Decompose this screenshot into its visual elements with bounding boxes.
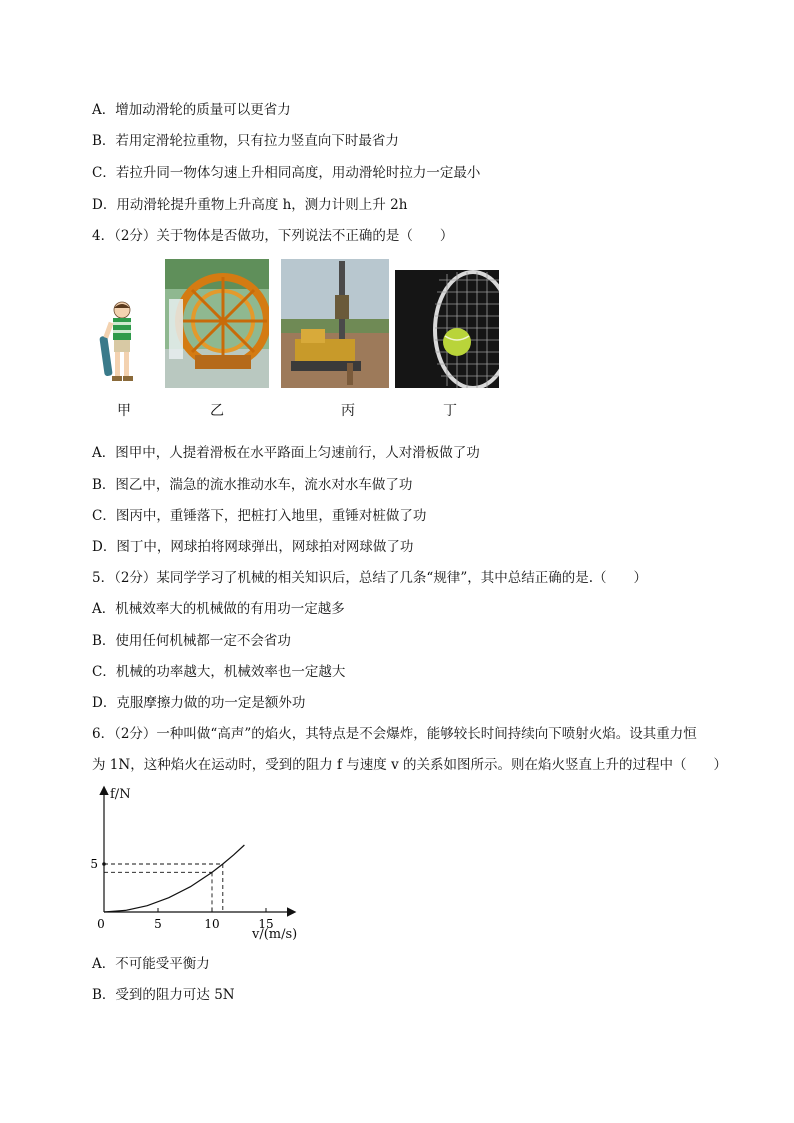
q4-option-c: C．图丙中，重锤落下，把桩打入地里，重锤对桩做了功 <box>92 508 427 524</box>
f-v-graph <box>90 782 310 944</box>
figure-bing-pile-driver <box>281 259 389 388</box>
q6-option-b: B．受到的阻力可达 5N <box>92 987 235 1003</box>
q4-stem: 4．（2分）关于物体是否做功，下列说法不正确的是（ ） <box>92 228 454 244</box>
x-tick-label: 0 <box>97 917 105 931</box>
x-axis-label: v/(m/s) <box>252 927 298 942</box>
q5-option-b: B．使用任何机械都一定不会省功 <box>92 633 291 649</box>
f-v-curve <box>104 845 244 912</box>
q3-option-d: D．用动滑轮提升重物上升高度 h，测力计则上升 2h <box>92 197 408 213</box>
y-tick-label: 5 <box>90 857 98 871</box>
x-tick-label: 15 <box>258 917 274 931</box>
figure-yi-water-wheel <box>165 259 269 388</box>
figure-jia-boy-with-skateboard <box>98 300 146 388</box>
q3-option-c: C．若拉升同一物体匀速上升相同高度，用动滑轮时拉力一定最小 <box>92 165 481 181</box>
q5-option-c: C．机械的功率越大，机械效率也一定越大 <box>92 664 346 680</box>
caption-ding: 丁 <box>443 403 457 419</box>
q5-stem: 5．（2分）某同学学习了机械的相关知识后，总结了几条“规律”，其中总结正确的是.（ ） <box>92 570 648 586</box>
q5-option-a: A．机械效率大的机械做的有用功一定越多 <box>92 601 345 617</box>
q3-option-b: B．若用定滑轮拉重物，只有拉力竖直向下时最省力 <box>92 133 399 149</box>
q6-stem-line2: 为 1N，这种焰火在运动时，受到的阻力 f 与速度 v 的关系如图所示。则在焰火竖直上升的过程中（ ） <box>92 757 727 773</box>
caption-jia: 甲 <box>117 403 131 419</box>
figure-ding-tennis-racket <box>395 270 499 388</box>
y-axis-label: f/N <box>110 787 131 802</box>
x-tick-label: 5 <box>154 917 162 931</box>
caption-bing: 丙 <box>341 403 355 419</box>
caption-yi: 乙 <box>210 403 224 419</box>
q4-option-b: B．图乙中，湍急的流水推动水车，流水对水车做了功 <box>92 477 413 493</box>
q4-option-d: D．图丁中，网球拍将网球弹出，网球拍对网球做了功 <box>92 539 414 555</box>
q3-option-a: A．增加动滑轮的质量可以更省力 <box>92 102 291 118</box>
q5-option-d: D．克服摩擦力做的功一定是额外功 <box>92 695 306 711</box>
q6-stem-line1: 6．（2分）一种叫做“高声”的焰火，其特点是不会爆炸，能够较长时间持续向下喷射火焰。设其重力恒 <box>92 726 697 742</box>
x-tick-label: 10 <box>204 917 220 931</box>
q4-option-a: A．图甲中，人提着滑板在水平路面上匀速前行，人对滑板做了功 <box>92 445 480 461</box>
q6-option-a: A．不可能受平衡力 <box>92 956 210 972</box>
